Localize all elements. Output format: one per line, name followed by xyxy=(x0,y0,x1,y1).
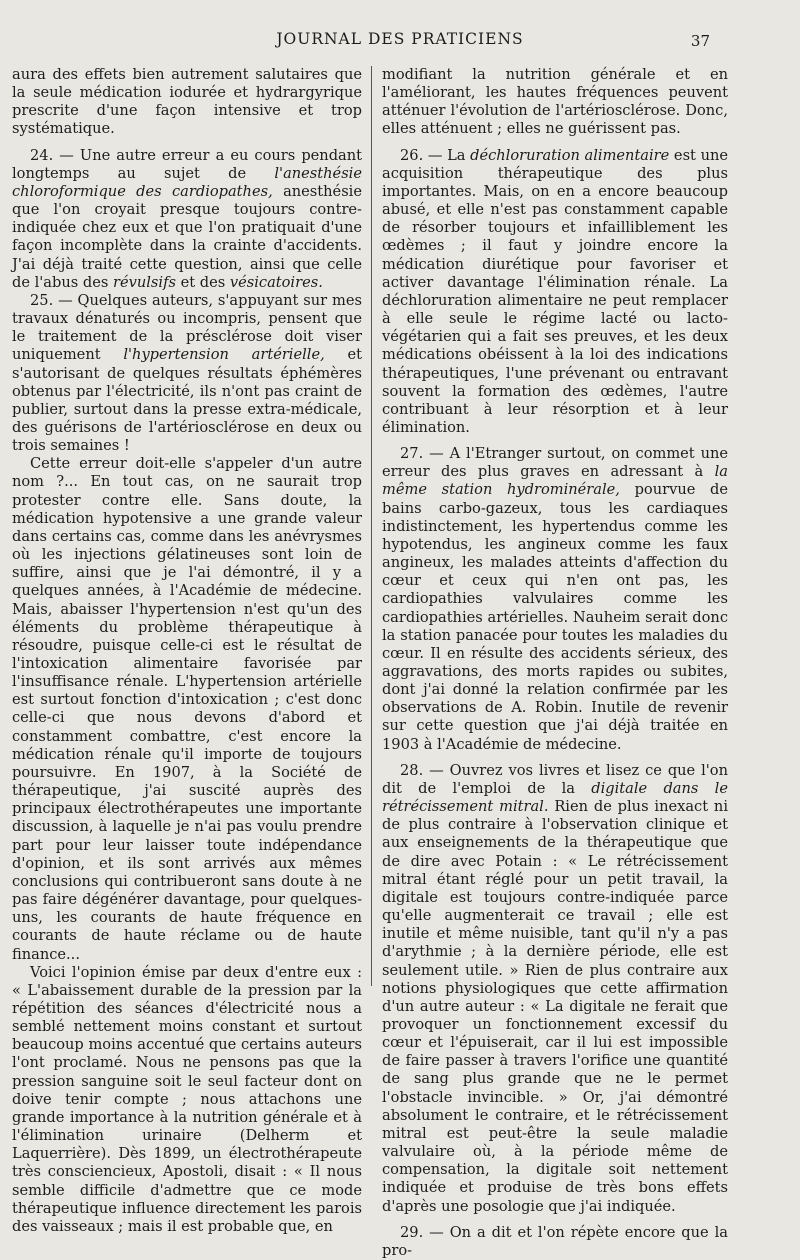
text: 29. — On a dit et l'on répète encore que la pro- xyxy=(382,1223,728,1259)
paragraph-26 xyxy=(382,147,728,438)
page-header xyxy=(0,24,800,54)
left-column xyxy=(12,66,362,1236)
paragraph-voici xyxy=(12,964,362,1236)
italic-term: l'hypertension artérielle, xyxy=(123,346,325,364)
text: modifiant la nutrition générale et en l'améliorant, les hautes fréquences peuvent atténuer l'évolution de l'artériosclérose. Donc, elles atténuent ; elles ne guérissent pas. xyxy=(382,66,728,138)
italic-term: vésicatoires. xyxy=(229,273,323,291)
page-number: 37 xyxy=(690,32,710,50)
text: et s'autorisant de quelques résultats éphémères obtenus par l'électricité, ils n'ont pas craint de publier, surtout dans la presse extra-médicale, des guérisons de l'artériosclérose en deux ou trois semaines ! xyxy=(12,346,362,455)
text: 25. — Quelques auteurs, s'appuyant sur mes travaux dénaturés ou incompris, pensent que le traitement de la présclérose doit viser uniquement xyxy=(12,291,362,364)
text: et des xyxy=(175,273,230,291)
italic-term: l'anesthésie chloroformique des cardiopathes, xyxy=(12,164,362,200)
paragraph-continuation xyxy=(382,66,728,139)
text: 28. — Ouvrez vos livres et lisez ce que l'on dit de l'emploi de la xyxy=(382,761,728,797)
italic-term: révulsifs xyxy=(112,273,176,291)
paragraph-28 xyxy=(382,762,728,1216)
italic-term: déchloruration alimentaire xyxy=(470,146,670,164)
text: 24. — Une autre erreur a eu cours pendant longtemps au sujet de xyxy=(12,146,362,182)
text: est une acquisition thérapeutique des plus importantes. Mais, on en a encore beaucoup abusé, et elle n'est pas constamment capable de résorber toujours et infailliblement les œdèmes ; il faut y joindre encore la médication diurétique pour favoriser et activer davantage l'élimination rénale. La déchloruration alimentaire ne peut remplacer à elle seule le régime lacté ou lacto-végétarien qui a fait ses preuves, et les deux médications obéissent à la loi des indications thérapeutiques, l'une prévenant ou entravant souvent la formation des œdèmes, l'autre contribuant à leur résorption et à leur élimination. xyxy=(382,146,728,436)
paragraph-continuation xyxy=(12,66,362,139)
text: Rien de plus inexact ni de plus contraire à l'observation clinique et aux enseignements de la thérapeutique que de dire avec Potain : « Le rétrécissement mitral étant réglé pour un petit travail, la digitale est toujours contre-indiquée parce qu'elle augmenterait ce travail ; elle est inutile et même nuisible, tant qu'il n'y a pas d'arythmie ; à la dernière période, elle est seulement utile. » Rien de plus contraire aux notions physiologiques que cette affirmation d'un autre auteur : « La digitale ne ferait que provoquer un fonctionnement excessif du cœur et l'épuiserait, car il lui est impossible de faire passer à travers l'orifice une quantité de sang plus grande que ne le permet l'obstacle invincible. » Or, j'ai démontré absolument le contraire, et le rétrécissement mitral est peut-être la seule maladie valvulaire où, à la période même de compensation, la digitale soit nettement indiquée et produise de très bons effets d'après une posologie que j'ai indiquée. xyxy=(382,798,728,1215)
text: anesthésie que l'on croyait presque toujours contre-indiquée chez eux et que l'on pratiquait d'une façon incomplète dans la crainte d'accidents. J'ai déjà traité cette question, ainsi que celle de l'abus des xyxy=(12,182,362,291)
text: 27. — A l'Etranger surtout, on commet une erreur des plus graves en adressant à xyxy=(382,445,728,481)
italic-term: digitale dans le rétrécissement mitral. xyxy=(382,779,728,816)
paragraph-29 xyxy=(382,1224,728,1260)
paragraph-25 xyxy=(12,292,362,455)
text: pourvue de bains carbo-gazeux, tous les cardiaques indistinctement, les hypertendus comme les hypotendus, les angineux comme les faux angineux, les malades atteints d'affection du cœur et ceux qui n'en ont pas, les cardiopathies valvulaires comme les cardiopathies artérielles. Nauheim serait donc la station panacée pour toutes les maladies du cœur. Il en résulte des accidents sérieux, des aggravations, des morts rapides ou subites, dont j'ai donné la relation confirmée par les observations de A. Robin. Inutile de revenir sur cette question que j'ai déjà traitée en 1903 à l'Académie de médecine. xyxy=(382,481,728,753)
right-column xyxy=(382,66,728,1260)
journal-title: JOURNAL DES PRATICIENS xyxy=(276,30,524,48)
italic-term: la même station hydrominérale, xyxy=(382,463,728,499)
paragraph-erreur xyxy=(12,455,362,963)
text: aura des effets bien autrement salutaires que la seule médication iodurée et hydrargyrique prescrite d'une façon intensive et trop systématique. xyxy=(12,66,362,138)
text: Voici l'opinion émise par deux d'entre eux : « L'abaissement durable de la pression par la répétition des séances d'électricité nous a semblé nettement moins constant et surtout beaucoup moins accentué que certains auteurs l'ont proclamé. Nous ne pensons pas que la pression sanguine soit le seul facteur dont on doive tenir compte ; nous attachons une grande importance à la nutrition générale et à l'élimination urinaire (Delherm et Laquerrière). Dès 1899, un électrothérapeute très consciencieux, Apostoli, disait : « Il nous semble difficile d'admettre que ce mode thérapeutique influence directement les parois des vaisseaux ; mais il est probable que, en xyxy=(12,963,362,1235)
paragraph-24 xyxy=(12,147,362,292)
text: Cette erreur doit-elle s'appeler d'un autre nom ?... En tout cas, on ne saurait trop protester contre elle. Sans doute, la médication hypotensive a une grande valeur dans certains cas, comme dans les anévrysmes où les injections gélatineuses sont loin de suffire, ainsi que je l'ai démontré, il y a quelques années, à l'Académie de médecine. Mais, abaisser l'hypertension n'est qu'un des éléments du problème thérapeutique à résoudre, puisque celle-ci est le résultat de l'intoxication alimentaire favorisée par l'insuffisance rénale. L'hypertension artérielle est surtout fonction d'intoxication ; c'est donc celle-ci que nous devons d'abord et constamment combattre, c'est encore la médication rénale qu'il importe de toujours poursuivre. En 1907, à la Société de thérapeutique, j'ai suscité auprès des principaux électrothérapeutes une importante discussion, à laquelle je n'ai pas voulu prendre part pour leur laisser toute indépendance d'opinion, et ils sont arrivés aux mêmes conclusions qui contribueront sans doute à ne pas faire dégénérer davantage, pour quelques-uns, les courants de haute fréquence en courants de haute réclame ou de haute finance... xyxy=(12,455,362,963)
column-divider xyxy=(371,66,372,986)
paragraph-27 xyxy=(382,445,728,754)
text: 26. — La xyxy=(400,146,471,164)
